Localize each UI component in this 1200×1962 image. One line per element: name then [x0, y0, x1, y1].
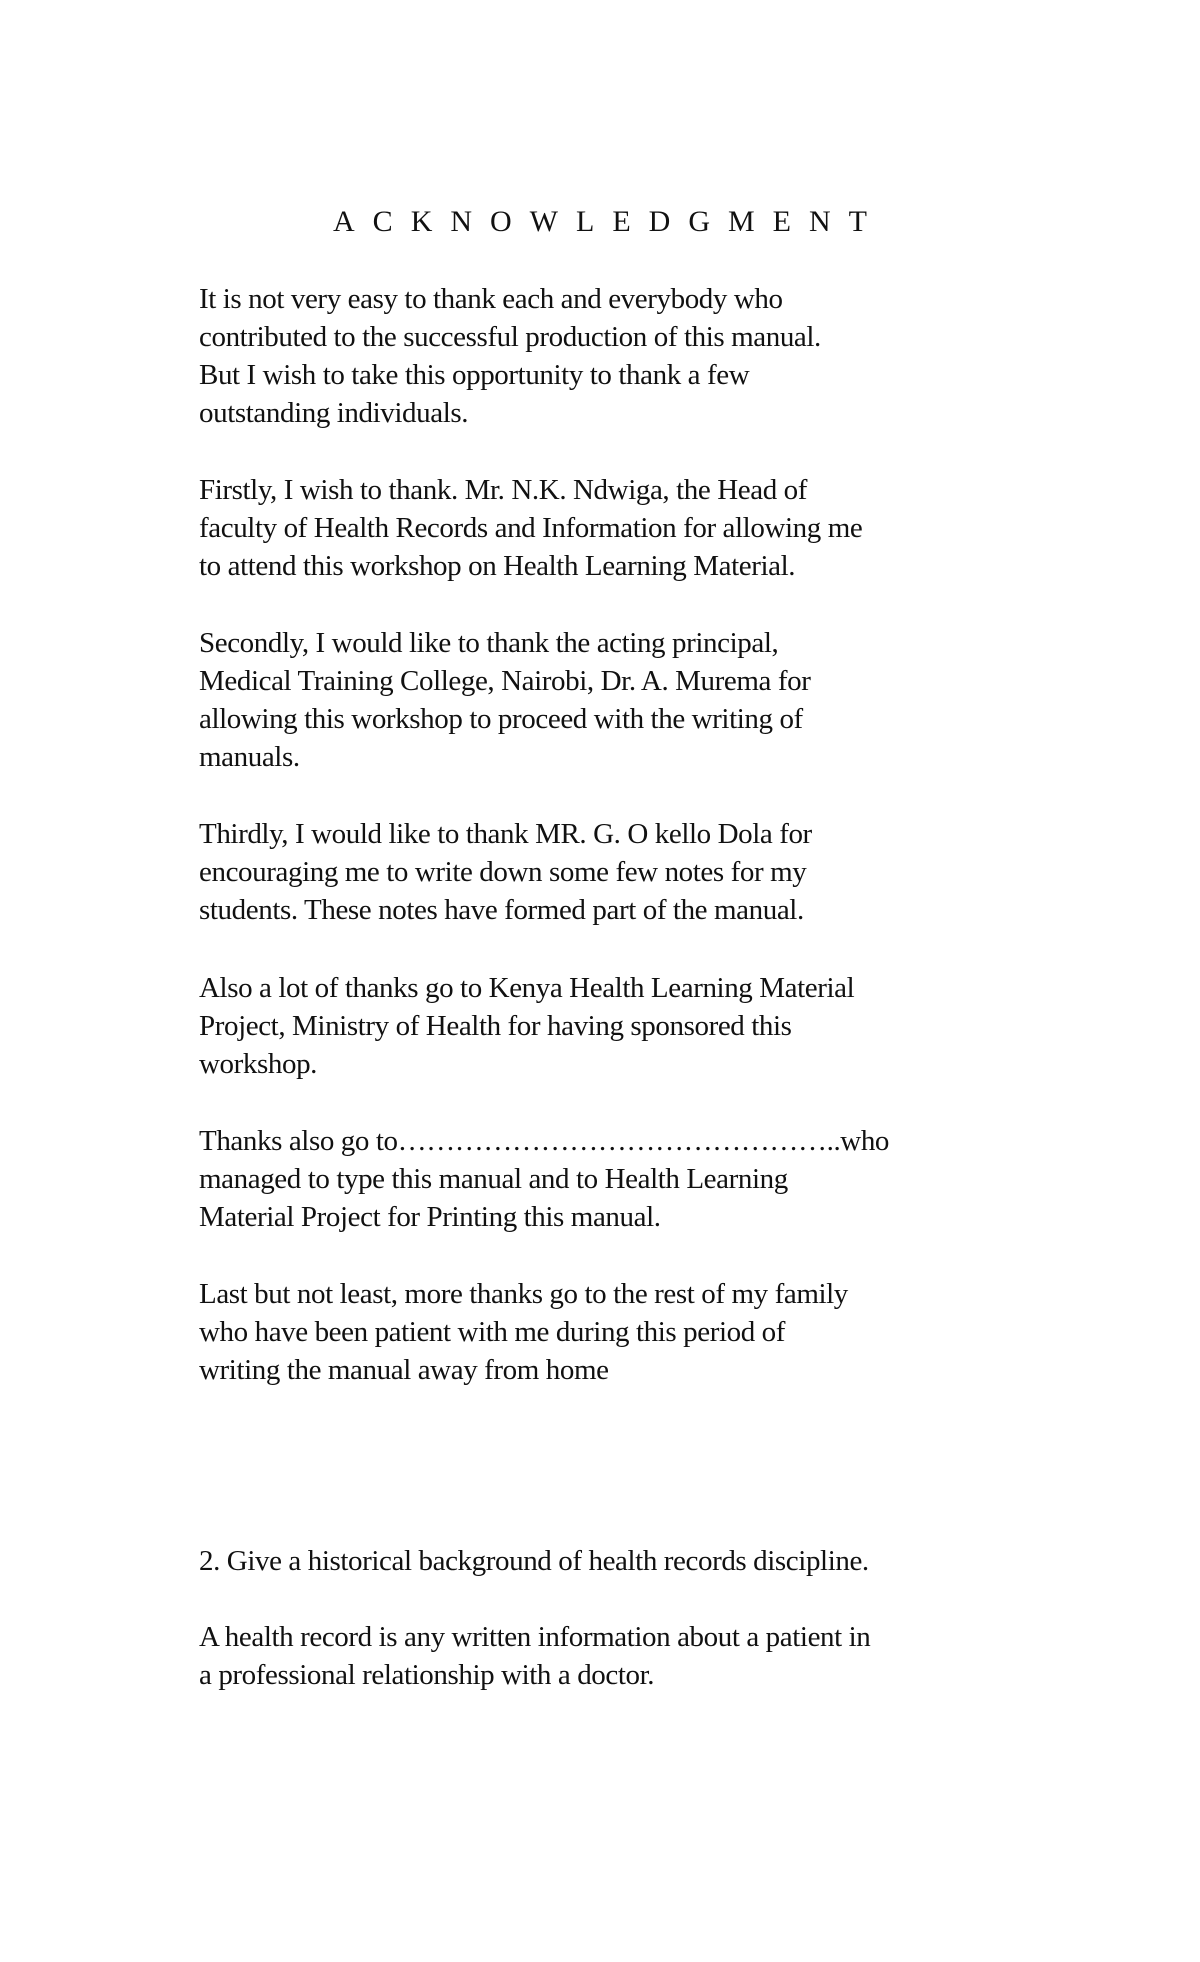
text-line: allowing this workshop to proceed with the writing of	[199, 703, 803, 735]
text-line: Medical Training College, Nairobi, Dr. A. Murema for	[199, 665, 811, 697]
text-line: writing the manual away from home	[199, 1354, 609, 1386]
paragraph-intro	[199, 280, 1019, 432]
text-line: Also a lot of thanks go to Kenya Health Learning Material	[199, 972, 855, 1004]
text-line: faculty of Health Records and Information for allowing me	[199, 512, 863, 544]
text-line: who have been patient with me during this period of	[199, 1316, 786, 1348]
paragraph-thirdly	[199, 815, 1019, 929]
text-line: A health record is any written information about a patient in	[199, 1621, 871, 1653]
text-line: Thirdly, I would like to thank MR. G. O kello Dola for	[199, 818, 812, 850]
paragraph-secondly	[199, 624, 1019, 776]
text-line: But I wish to take this opportunity to thank a few	[199, 359, 750, 391]
text-line: contributed to the successful production of this manual.	[199, 321, 821, 353]
question-heading	[199, 1542, 1019, 1580]
paragraph-firstly	[199, 471, 1019, 585]
text-line: Secondly, I would like to thank the acting principal,	[199, 627, 779, 659]
text-line: managed to type this manual and to Health Learning	[199, 1163, 788, 1195]
text-line: students. These notes have formed part of the manual.	[199, 894, 804, 926]
text-line: outstanding individuals.	[199, 397, 469, 429]
text-line: workshop.	[199, 1048, 318, 1080]
text-line: Last but not least, more thanks go to the rest of my family	[199, 1278, 848, 1310]
paragraph-answer	[199, 1618, 1019, 1694]
text-line: a professional relationship with a doctor.	[199, 1659, 655, 1691]
text-line: Material Project for Printing this manual.	[199, 1201, 661, 1233]
paragraph-sponsor	[199, 969, 1019, 1083]
text-line: encouraging me to write down some few notes for my	[199, 856, 807, 888]
paragraph-family	[199, 1275, 1019, 1389]
text-line: Firstly, I wish to thank. Mr. N.K. Ndwiga, the Head of	[199, 474, 808, 506]
text-line: to attend this workshop on Health Learning Material.	[199, 550, 796, 582]
text-line: Thanks also go to………………………………………..who	[199, 1125, 890, 1157]
text-line: manuals.	[199, 741, 300, 773]
paragraph-typist	[199, 1122, 1019, 1236]
page-title: ACKNOWLEDGMENT	[333, 205, 885, 238]
text-line: It is not very easy to thank each and everybody who	[199, 283, 783, 315]
text-line: 2. Give a historical background of health records discipline.	[199, 1545, 869, 1577]
text-line: Project, Ministry of Health for having sponsored this	[199, 1010, 792, 1042]
